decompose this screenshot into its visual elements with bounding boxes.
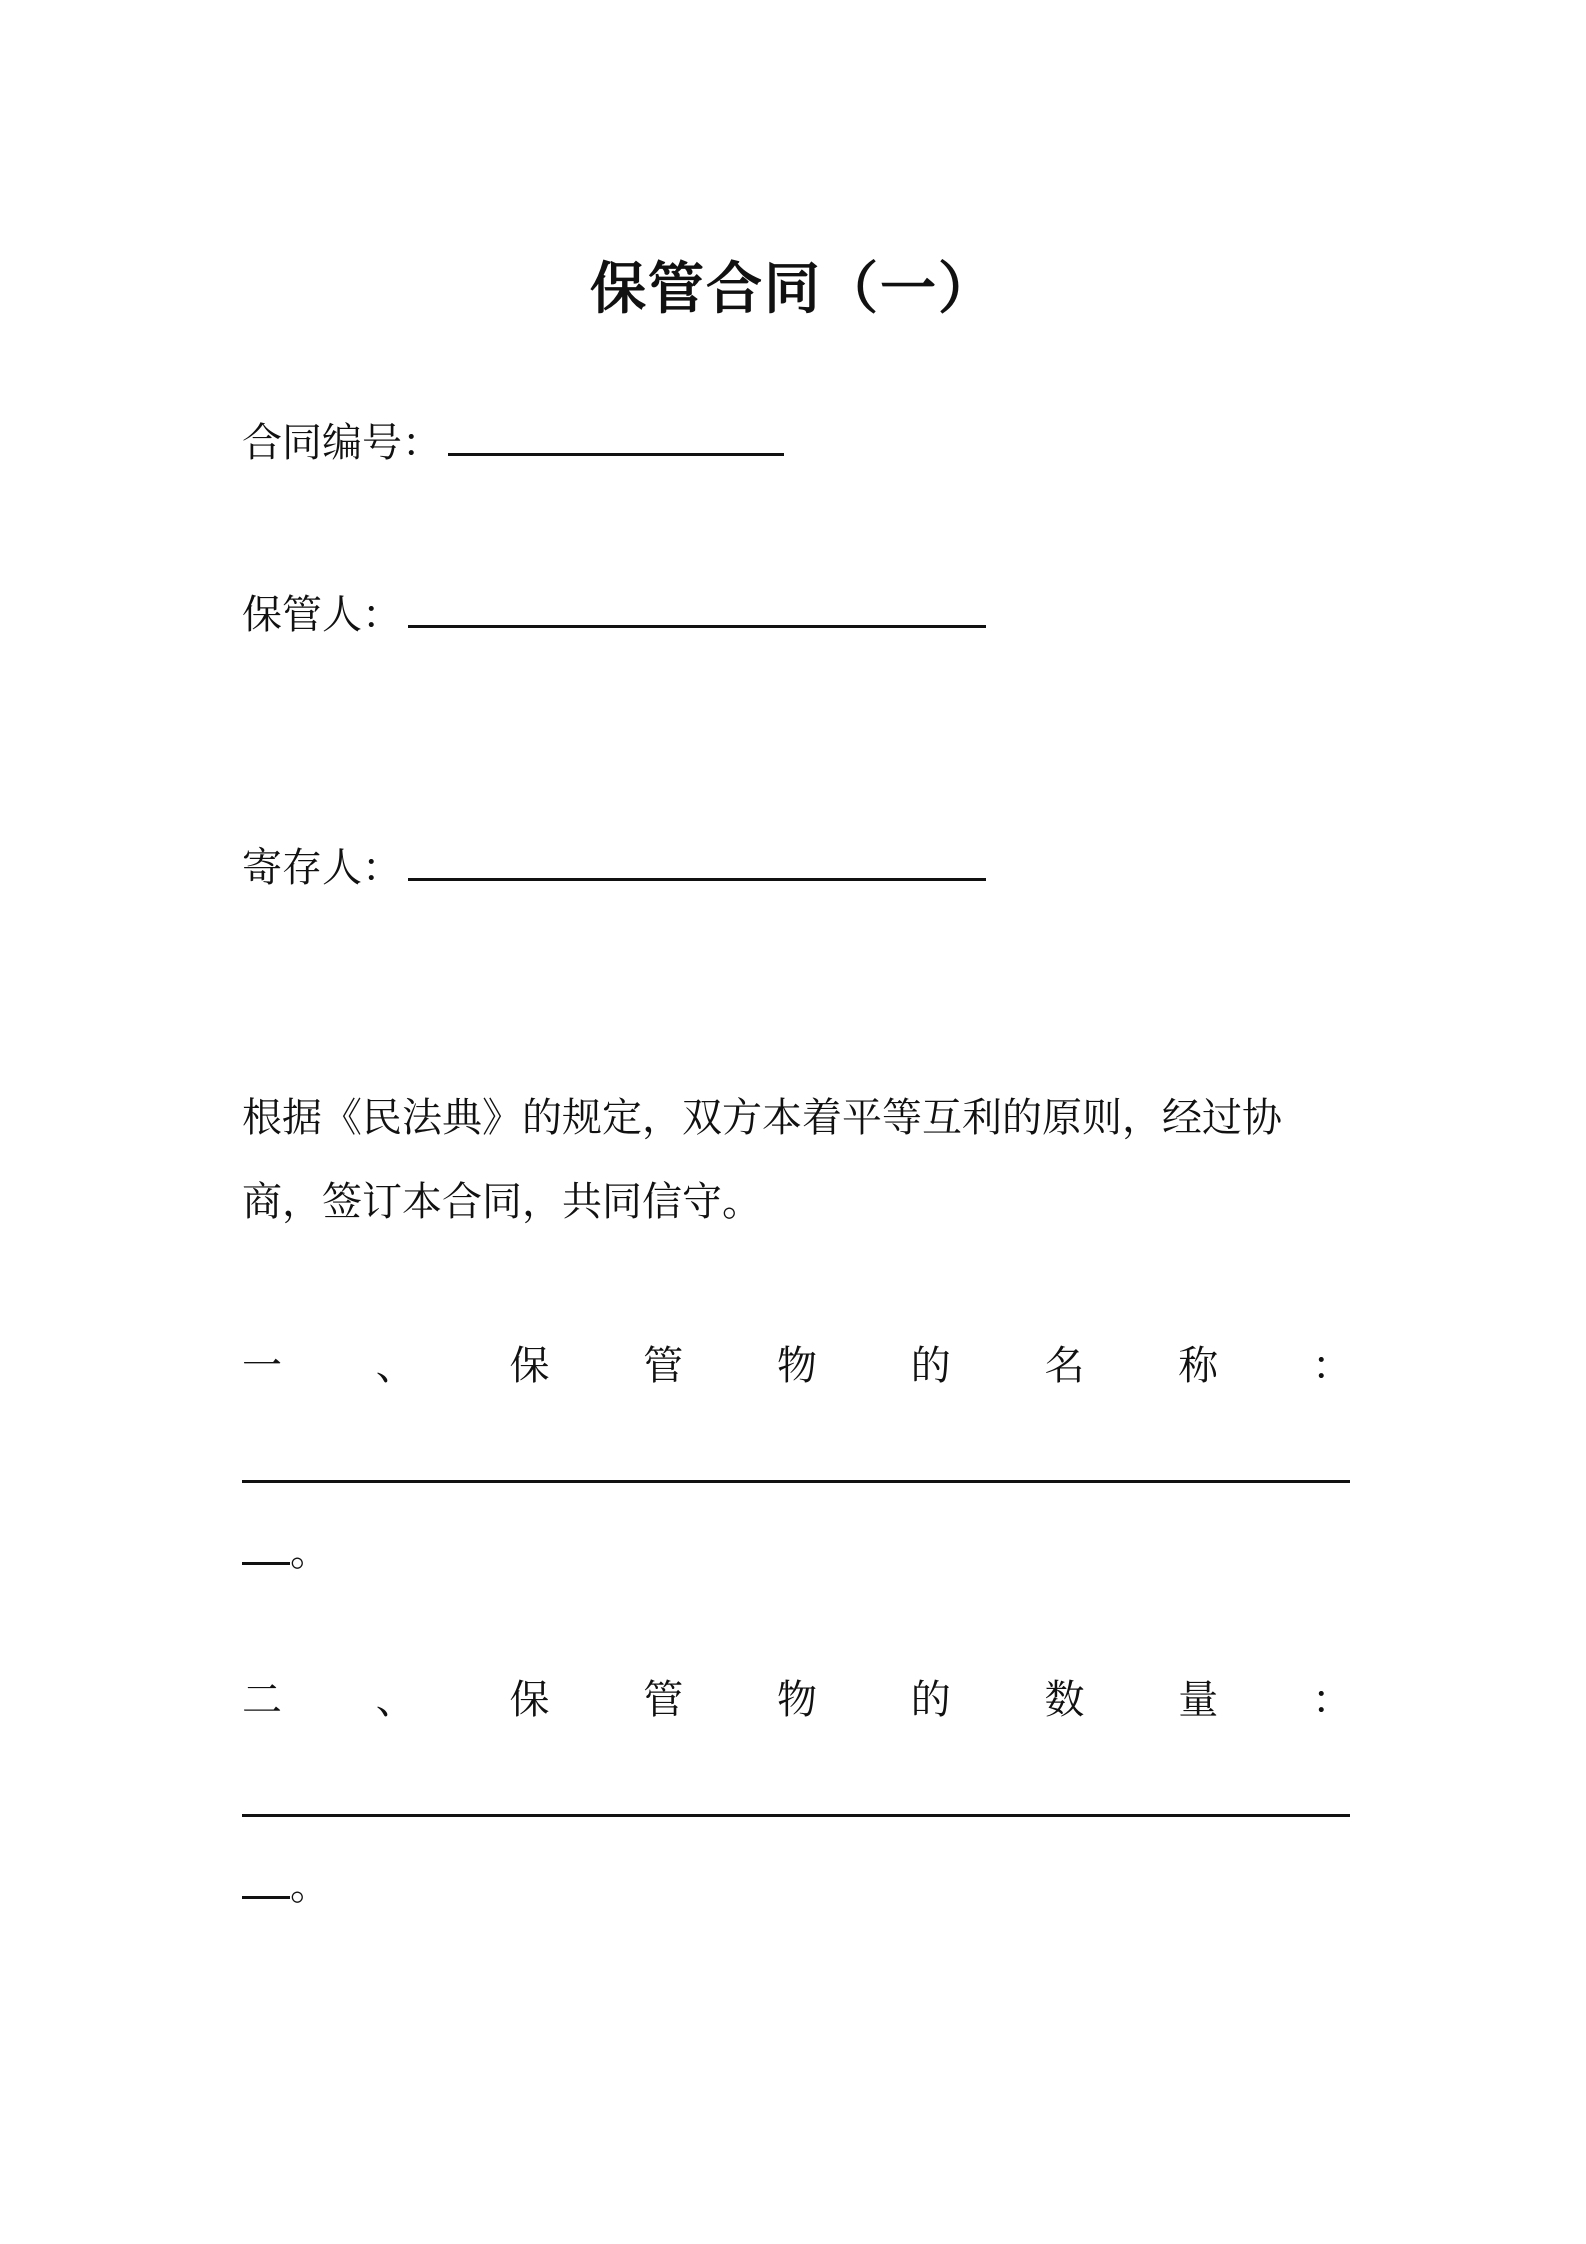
section1-end-mark: 。 <box>290 1529 330 1575</box>
contract-number-line <box>242 413 784 471</box>
section1-char: 名 <box>1044 1343 1085 1389</box>
section2-char: 量 <box>1178 1677 1219 1723</box>
section1-char: 保 <box>509 1343 550 1389</box>
section2-char: ： <box>1312 1677 1352 1723</box>
custodian-line <box>242 585 986 643</box>
depositor-label: 寄存人： <box>242 845 402 891</box>
section2-char: 数 <box>1044 1677 1085 1723</box>
section1-char: 管 <box>643 1343 684 1389</box>
custodian-blank[interactable] <box>408 585 986 628</box>
section2-end-line <box>242 1858 330 1914</box>
section1-heading <box>242 1338 1352 1394</box>
document-title: 保管合同（一） <box>590 257 996 322</box>
section2-char: 的 <box>910 1677 951 1723</box>
section1-char: 的 <box>910 1343 951 1389</box>
section2-char: 保 <box>509 1677 550 1723</box>
contract-number-label: 合同编号： <box>242 420 442 466</box>
section1-char: 、 <box>375 1343 416 1389</box>
section2-end-mark: 。 <box>290 1863 330 1909</box>
section1-char: 称 <box>1178 1343 1219 1389</box>
section2-char: 物 <box>777 1677 817 1723</box>
contract-number-blank[interactable] <box>448 413 784 456</box>
section2-char: 二 <box>242 1677 282 1723</box>
section2-char: 、 <box>375 1677 416 1723</box>
section2-end-blank[interactable] <box>242 1860 290 1899</box>
section1-char: 一 <box>242 1343 282 1389</box>
section1-end-line <box>242 1524 330 1580</box>
intro-paragraph: 根据《民法典》的规定，双方本着平等互利的原则，经过协商，签订本合同，共同信守。 <box>242 1095 1282 1225</box>
depositor-blank[interactable] <box>408 838 986 881</box>
section2-heading <box>242 1672 1352 1728</box>
section1-char: ： <box>1312 1343 1352 1389</box>
section1-char: 物 <box>777 1343 817 1389</box>
depositor-line <box>242 838 986 896</box>
custodian-label: 保管人： <box>242 592 402 638</box>
section2-char: 管 <box>643 1677 684 1723</box>
section1-end-blank[interactable] <box>242 1526 290 1565</box>
section2-quantity-blank[interactable] <box>242 1814 1350 1817</box>
section1-name-blank[interactable] <box>242 1480 1350 1483</box>
